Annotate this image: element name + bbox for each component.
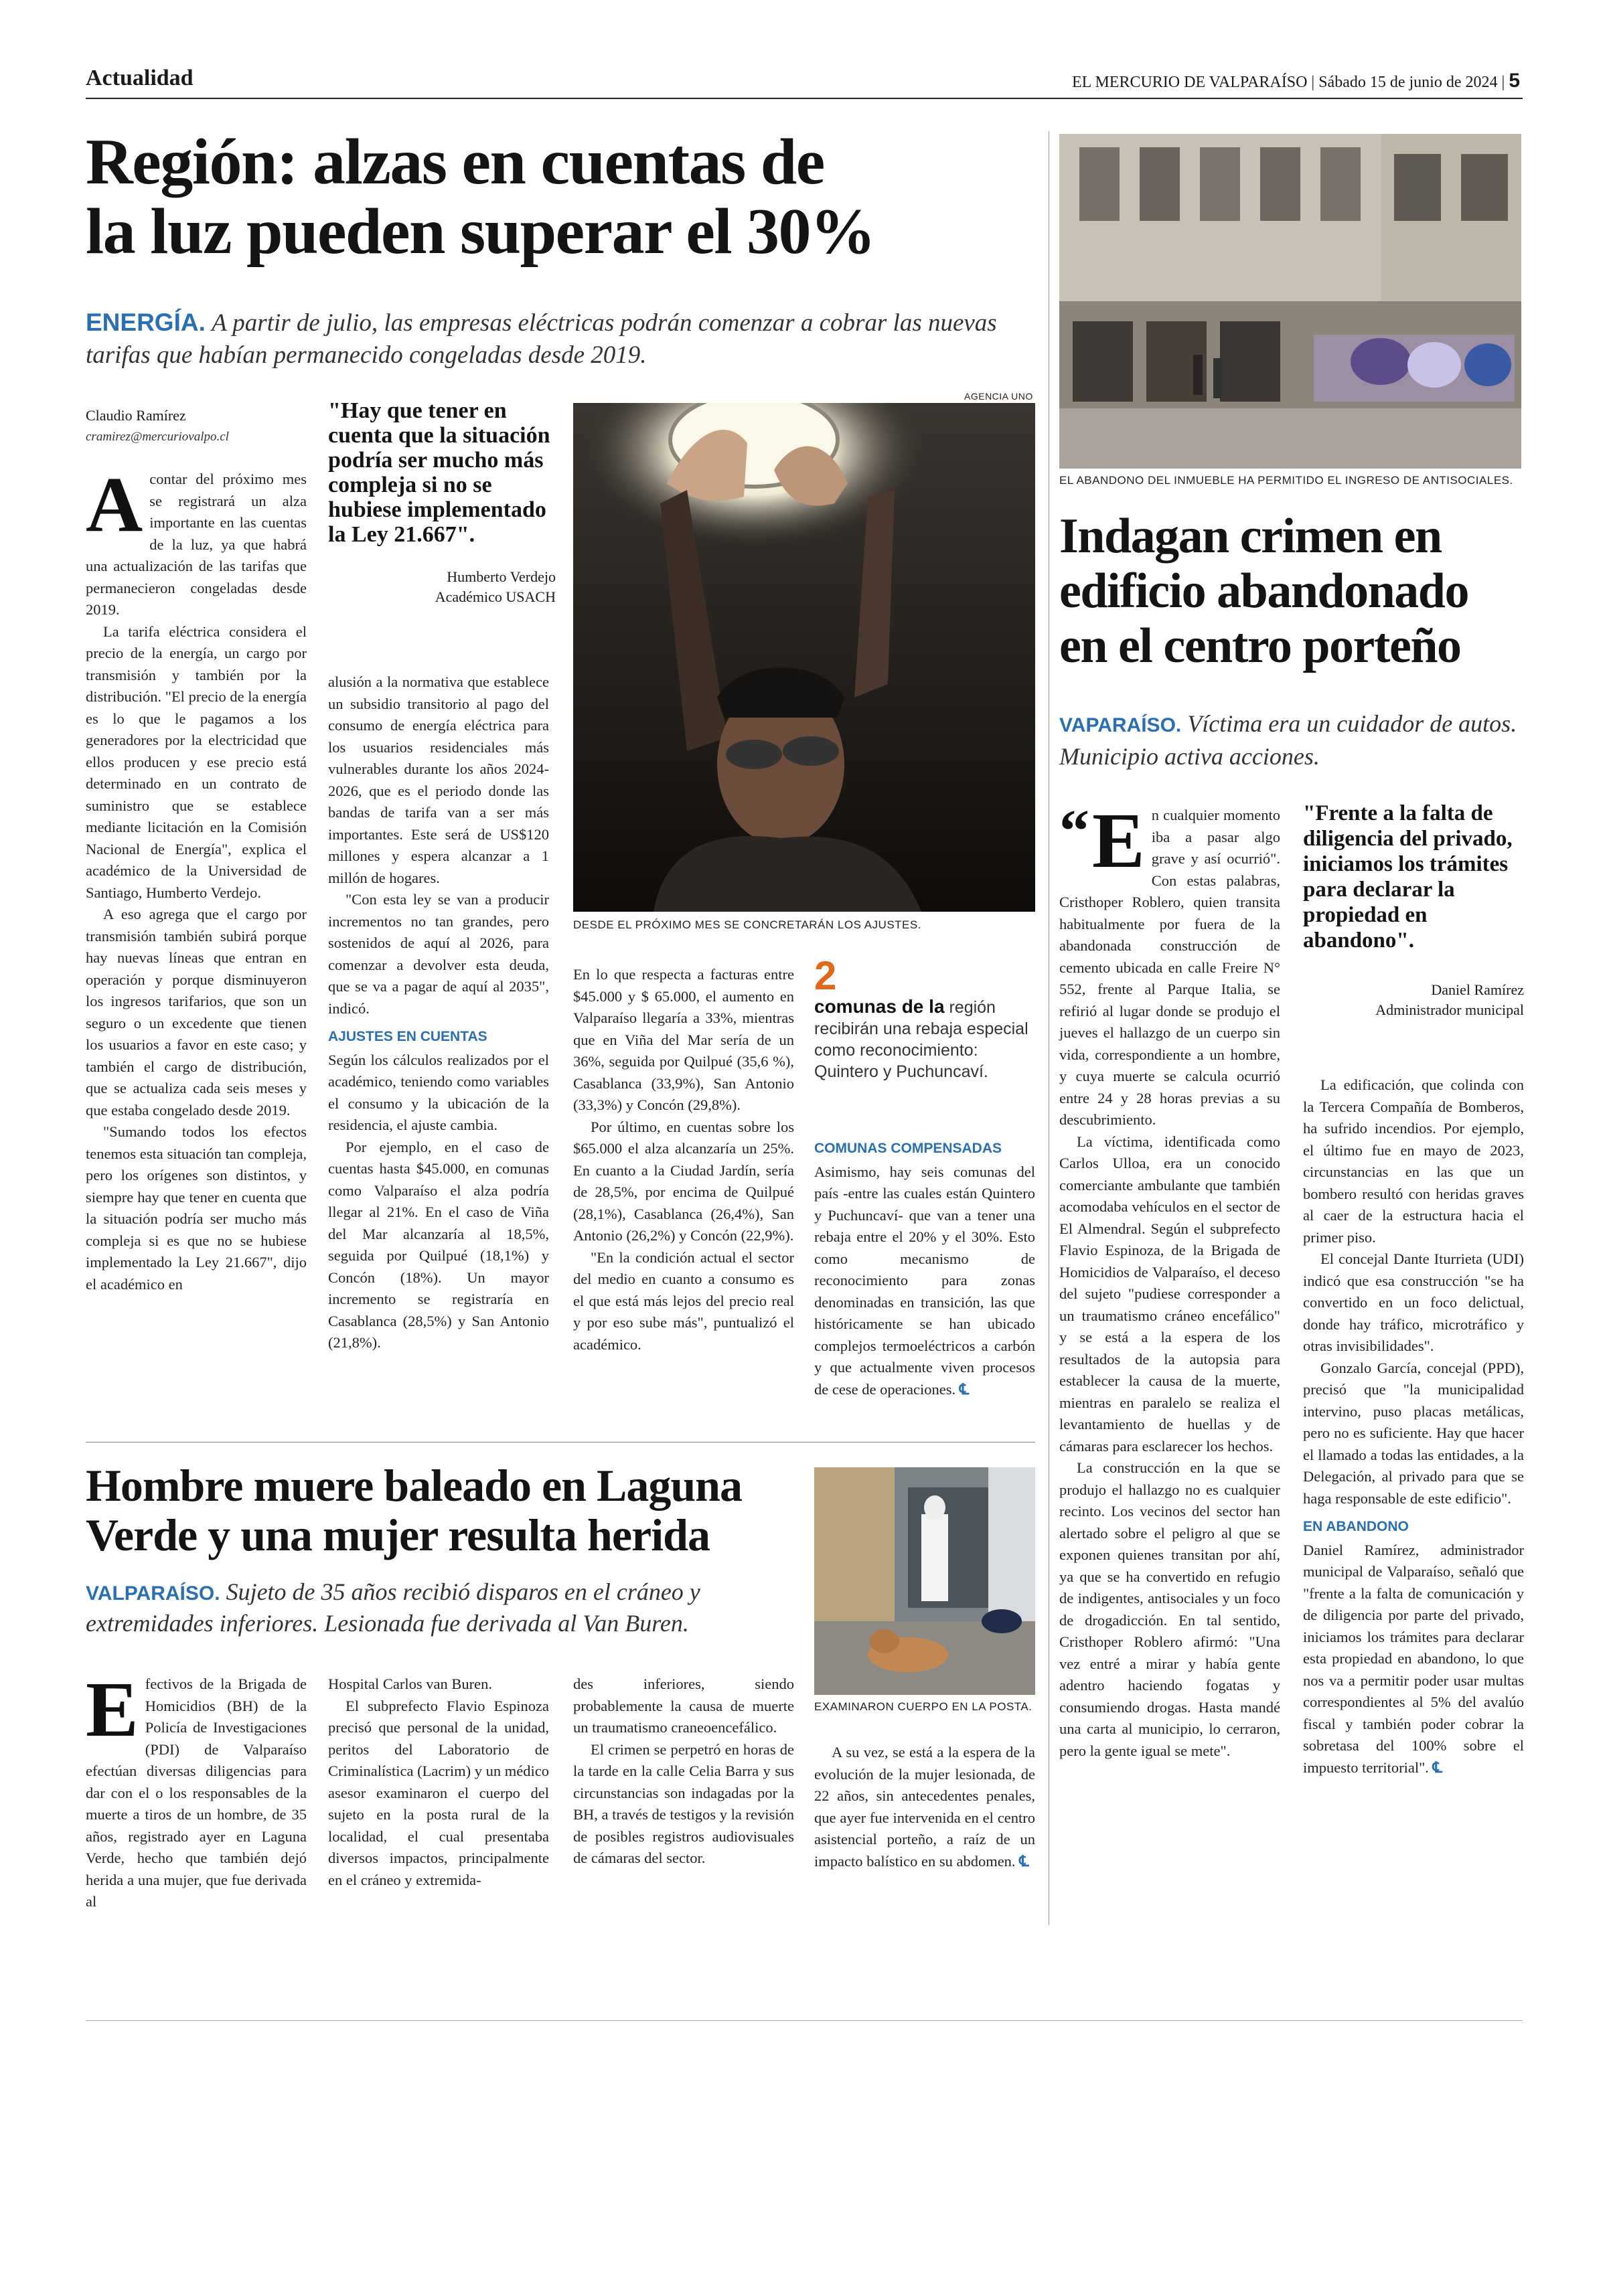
main-stat-number: 2 xyxy=(814,953,837,998)
main-headline-line1: Región: alzas en cuentas de xyxy=(86,126,824,198)
crime-photo-illustration xyxy=(1059,134,1521,469)
laguna-headline-line1: Hombre muere baleado en Laguna xyxy=(86,1460,742,1511)
laguna-col3-p2: El crimen se perpetró en horas de la tarde en la calle Celia Barra y sus circunstancias son indagadas por la BH, a través de testigos y la revisión de posibles registros audiovisuales de cámaras del sector. xyxy=(573,1740,794,1866)
crime-headline-line3: en el centro porteño xyxy=(1059,619,1461,673)
publication-info xyxy=(1072,70,1520,92)
main-quote-name: Humberto Verdejo xyxy=(447,568,556,585)
crime-col2-p3: Gonzalo García, concejal (PPD), precisó que "la municipalidad intervino, puso placas metálicas, pero no es suficiente. Hay que hacer el llamado a todas las entidades, a la Delegación, al privado para que se haga responsable de este edificio". xyxy=(1303,1359,1524,1507)
crime-pull-quote-block xyxy=(1303,801,1524,1020)
laguna-headline xyxy=(86,1461,822,1560)
main-column-1 xyxy=(86,461,307,1295)
crime-lede-block xyxy=(1059,708,1521,772)
laguna-photo xyxy=(814,1467,1035,1695)
main-photo-illustration xyxy=(573,403,1035,912)
laguna-column-4 xyxy=(814,1742,1035,1872)
crime-photo xyxy=(1059,134,1521,469)
crime-col2-p4-text: Daniel Ramírez, administrador municipal de Valparaíso, señaló que "frente a la falta de comunicación y de diligencia por parte del privado, iniciamos los trámites para declarar esta propiedad en abandono, lo que nos va a permitir poder usar multas correspondientes al 5% del avalúo fiscal y también poder cobrar la sobretasa del 100% sobre el impuesto territorial". xyxy=(1303,1541,1524,1776)
main-col2-p3: Según los cálculos realizados por el académico, teniendo como variables el consumo y la ubicación de la residencia, el ajuste cambia. xyxy=(328,1051,549,1133)
main-pull-quote: "Hay que tener en cuenta que la situación podría ser mucho más compleja si no se hubiese implementado la Ley 21.667". xyxy=(328,398,550,547)
laguna-col2-p1: Hospital Carlos van Buren. xyxy=(328,1675,492,1692)
main-column-3 xyxy=(573,964,794,1356)
laguna-col4-p1 xyxy=(814,1742,1035,1872)
crime-col2-subhead: EN ABANDONO xyxy=(1303,1519,1409,1534)
main-pull-quote-block xyxy=(328,398,556,607)
main-col3-p2: Por último, en cuentas sobre los $65.000 el alza alcanzaría un 25%. En cuanto a la Ciudad Jardín, sería de 28,5%, por encima de Quilpué (28,1%), Casablanca (26,4%), San Antonio (26,2%) y Concón (22,9%). xyxy=(573,1118,794,1244)
main-byline: Claudio Ramírez xyxy=(86,407,186,424)
main-quote-role: Académico USACH xyxy=(435,588,556,605)
laguna-col1-lead: fectivos de la Brigada de Homicidios (BH) de la Policía de Investigaciones (PDI) de Valparaíso efectúan diversas diligencias para dar con el o los responsables de la muerte a tiros de un hombre, de 35 años, registrado ayer en Laguna Verde, hecho que también dejó herida a una mujer, que fue derivada al xyxy=(86,1675,307,1910)
main-col4-subhead: COMUNAS COMPENSADAS xyxy=(814,1141,1002,1156)
main-stat-text: región recibirán una rebaja especial como reconocimiento: Quintero y Puchuncaví. xyxy=(814,998,1028,1081)
main-col2-p2: "Con esta ley se van a producir incrementos no tan grandes, pero sostenidos de aquí al 2026, para comenzar a devolver esta deuda, que se va a pagar de aquí al 2035", indicó. xyxy=(328,891,549,1017)
main-lede: A partir de julio, las empresas eléctricas podrán comenzar a cobrar las nuevas tarifas que habían permanecido congeladas desde 2019. xyxy=(86,309,997,369)
crime-lede: Víctima era un cuidador de autos. Municipio activa acciones. xyxy=(1059,710,1517,770)
crime-quote-name: Daniel Ramírez xyxy=(1431,981,1524,998)
crime-open-quote: “ xyxy=(1059,798,1089,864)
main-kicker: ENERGÍA. xyxy=(86,309,206,336)
laguna-photo-caption: EXAMINARON CUERPO EN LA POSTA. xyxy=(814,1700,1032,1713)
main-headline-line2: la luz pueden superar el 30% xyxy=(86,195,875,268)
section-divider-left xyxy=(86,1442,1035,1443)
main-column-2 xyxy=(328,671,549,1354)
crime-column-2 xyxy=(1303,1074,1524,1779)
main-dropcap: A xyxy=(86,461,143,548)
main-col2-p1: alusión a la normativa que establece un subsidio transitorio al pago del consumo de energía eléctrica para los usuarios residenciales más vulnerables durante los años 2024-2026, que es el periodo donde las bandas de tarifa van a ser más importantes. Este será de US$120 millones y espera alcanzar a 1 millón de hogares. xyxy=(328,673,549,886)
crime-col2-p4 xyxy=(1303,1540,1524,1779)
main-photo xyxy=(573,403,1035,912)
main-col3-p1: En lo que respecta a facturas entre $45.000 y $ 65.000, el aumento en Valparaíso llegaría a 33%, mientras que en Viña del Mar sería de un 36%, seguida por Quilpué (35,6 %), Casablanca (33,9%), San Antonio (33,3%) y Concón (29,8%). xyxy=(573,966,794,1113)
main-column-4 xyxy=(814,1138,1035,1400)
laguna-endmark: ℄ xyxy=(1019,1852,1029,1870)
main-col2-p4: Por ejemplo, en el caso de cuentas hasta $45.000, en comunas como Valparaíso el alza podría llegar al 21%. En el caso de Viña del Mar alcanzaría al 18,5%, seguida por Quilpué (18,1%) y Concón (18%). Un mayor incremento se registraría en Casablanca (28,5%) y San Antonio (21,8%). xyxy=(328,1138,549,1351)
section-label: Actualidad xyxy=(86,66,194,90)
laguna-kicker: VALPARAÍSO. xyxy=(86,1582,220,1605)
main-col1-lead: contar del próximo mes se registrará un alza importante en las cuentas de la luz, ya que habrá una actualización de las tarifas que permanecieron congeladas desde 2019. xyxy=(86,471,307,618)
laguna-headline-line2: Verde y una mujer resulta herida xyxy=(86,1509,710,1560)
main-headline xyxy=(86,127,1023,266)
laguna-photo-illustration xyxy=(814,1467,1035,1695)
main-stat-box xyxy=(814,953,1035,1082)
crime-endmark: ℄ xyxy=(1432,1758,1442,1776)
laguna-col3-p1: des inferiores, siendo probablemente la causa de muerte un traumatismo craneoencefálico. xyxy=(573,1675,794,1736)
crime-photo-caption: EL ABANDONO DEL INMUEBLE HA PERMITIDO EL INGRESO DE ANTISOCIALES. xyxy=(1059,474,1513,487)
main-col1-p2: La tarifa eléctrica considera el precio de la energía, un cargo por transmisión y también por la distribución. "El precio de la energía es lo que le pagamos a los generadores por la electricidad que ellos producen y ese precio está determinado en un contrato de suministro que se establece mediante licitación en la Comisión Nacional de Energía", explica el académico de la Universidad de Santiago, Humberto Verdejo. xyxy=(86,623,307,901)
crime-column-1 xyxy=(1059,797,1280,1762)
crime-quote-role: Administrador municipal xyxy=(1375,1001,1524,1018)
header-rule xyxy=(86,98,1523,99)
main-photo-caption: DESDE EL PRÓXIMO MES SE CONCRETARÁN LOS AJUSTES. xyxy=(573,918,921,931)
crime-col1-p2: La víctima, identificada como Carlos Ulloa, era un conocido comerciante ambulante que también acomodaba vehículos en el sector de El Almendral. Según el subprefecto Flavio Espinoza, de la Brigada de Homicidios de Valparaíso, el deceso del sujeto "pudiese corresponder a un traumatismo cráneo encefálico" y se está a la espera de los resultados de la autopsia para establecer la causa de la muerte, mientras en paralelo se realiza el levantamiento de huellas y de cámaras para esclarecer los hechos. xyxy=(1059,1133,1280,1455)
crime-col2-p1: La edificación, que colinda con la Tercera Compañía de Bomberos, ha sufrido incendios. Por ejemplo, el último fue en mayo de 2023, circunstancias en las que un bombero resultó con heridas graves al caer de la estructura hacia el primer piso. xyxy=(1303,1076,1524,1246)
crime-kicker: VAPARAÍSO. xyxy=(1059,714,1182,736)
laguna-column-1 xyxy=(86,1665,307,1913)
laguna-col4-p1-text: A su vez, se está a la espera de la evolución de la mujer lesionada, de 22 años, sin antecedentes penales, que ayer fue intervenida en el centro asistencial porteño, a raíz de un impacto balístico en su abdomen. xyxy=(814,1744,1035,1870)
crime-col1-p3: La construcción en la que se produjo el hallazgo no es cualquier recinto. Los vecinos del sector han alertado sobre el peligro al que se exponen quienes transitan por ahí, ya que se ha convertido en refugio de indigentes, antisociales y un foco de drogadicción. En tal sentido, Cristhoper Roblero afirmó: "Una vez entré a mirar y había gente adentro haciendo fogatas y consumiendo drogas. Hasta mandé una carta al municipio, lo cerraron, pero la gente igual se mete". xyxy=(1059,1459,1280,1759)
crime-headline xyxy=(1059,509,1521,673)
crime-col2-p2: El concejal Dante Iturrieta (UDI) indicó que esa construcción "se ha convertido en un foco delictual, donde hay tráfico, microtráfico y otras invisibilidades". xyxy=(1303,1250,1524,1354)
main-stat-bold: comunas de la xyxy=(814,996,945,1017)
main-col1-p3: A eso agrega que el cargo por transmisión también subirá porque hay nuevas líneas que entran en operación y porque disminuyeron los ingresos tarifarios, que son un seguro o un excedente que tienen los usuarios a favor en este caso; y también el cargo de distribución, que se actualiza cada seis meses y que estaba congelado desde 2019. xyxy=(86,906,307,1119)
laguna-column-2 xyxy=(328,1673,549,1891)
main-col1-p4: "Sumando todos los efectos tenemos esta situación tan compleja, pero los orígenes son distintos, y siempre hay que tener en cuenta que la situación podría ser mucho más compleja si es que no se hubiese implementado la Ley 21.667", dijo el académico en xyxy=(86,1123,307,1293)
laguna-lede: Sujeto de 35 años recibió disparos en el cráneo y extremidades inferiores. Lesionada fue derivada al Van Buren. xyxy=(86,1578,700,1637)
main-endmark: ℄ xyxy=(959,1380,970,1398)
laguna-column-3 xyxy=(573,1673,794,1870)
main-photo-credit: AGENCIA UNO xyxy=(964,391,1033,402)
crime-dropcap: E xyxy=(1092,797,1145,884)
crime-headline-line2: edificio abandonado xyxy=(1059,564,1468,619)
crime-col1-lead: n cualquier momento iba a pasar algo grave y así ocurrió". Con estas palabras, Cristhoper Roblero, quien transita habitualmente por fuera de la abandonada construcción de cemento ubicada en calle Freire N° 552, frente al Parque Italia, se refirió al lugar donde se produjo el jueves el hallazgo de un cuerpo sin vida, correspondiente a un hombre, y cuya muerte se calcula ocurrió entre 24 y 28 horas previas a su descubrimiento. xyxy=(1059,807,1280,1128)
page-number: 5 xyxy=(1509,70,1520,92)
publication-dateline: EL MERCURIO DE VALPARAÍSO | Sábado 15 de junio de 2024 | xyxy=(1072,74,1505,91)
main-col3-p3: "En la condición actual el sector del medio en cuanto a consumo es el que está más lejos del precio real y por eso sube más", puntualizó el académico. xyxy=(573,1248,794,1353)
main-col4-p1-text: Asimismo, hay seis comunas del país -entre las cuales están Quintero y Puchuncaví- que van a tener una rebaja entre el 20% y el 30%. Esto como mecanismo de reconocimiento para zonas denominadas en transición, las que históricamente se han ubicado complejos termoeléctricos a carbón y que actualmente viven procesos de cese de operaciones. xyxy=(814,1163,1035,1398)
footer-rule xyxy=(86,2020,1523,2021)
crime-headline-line1: Indagan crimen en xyxy=(1059,509,1442,564)
main-col2-subhead: AJUSTES EN CUENTAS xyxy=(328,1029,487,1044)
main-email: cramirez@mercuriovalpo.cl xyxy=(86,430,229,444)
crime-pull-quote: "Frente a la falta de diligencia del privado, iniciamos los trámites para declarar la propiedad en abandono". xyxy=(1303,801,1513,953)
laguna-dropcap: E xyxy=(86,1665,139,1753)
laguna-lede-block xyxy=(86,1577,795,1638)
main-lede-block xyxy=(86,307,1037,372)
main-col4-p1 xyxy=(814,1161,1035,1401)
laguna-col2-p2: El subprefecto Flavio Espinoza precisó que personal de la unidad, peritos del Laboratorio de Criminalística (Lacrim) y un médico asesor examinaron el cuerpo del sujeto en la posta rural de la localidad, el cual presentaba diversos impactos, principalmente en el cráneo y extremida- xyxy=(328,1697,549,1888)
